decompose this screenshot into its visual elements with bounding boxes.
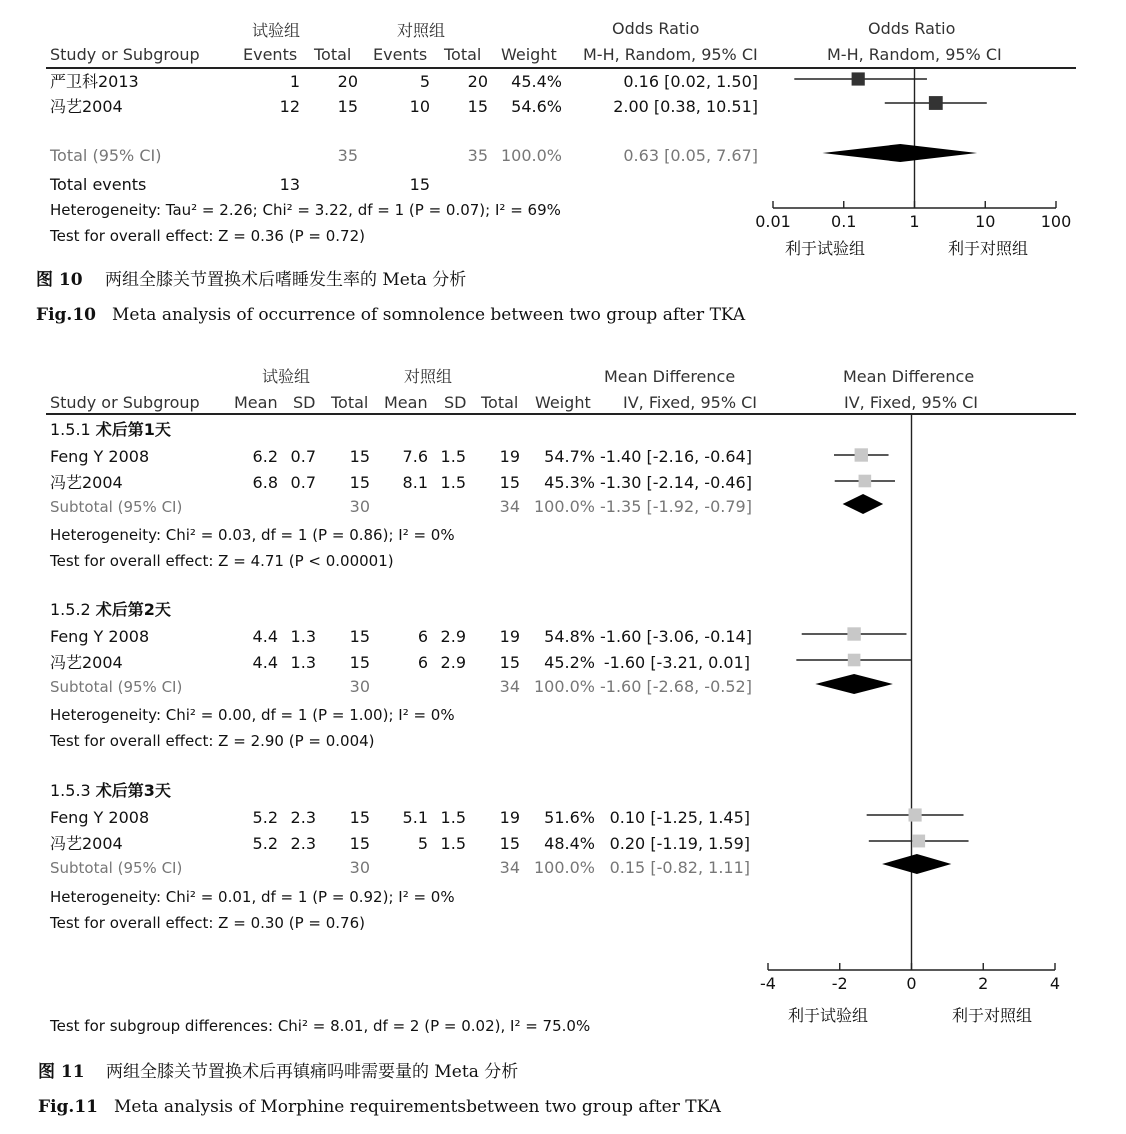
fig10-caption-en-num: Fig.10	[36, 305, 96, 325]
fig11-caption-en-num: Fig.11	[38, 1097, 98, 1117]
fig11-header-rule	[46, 413, 1076, 415]
c-events: 5	[419, 72, 430, 91]
weight: 100.0%	[533, 497, 595, 516]
fig10-plot-method: M-H, Random, 95% CI	[827, 45, 1002, 64]
weight: 54.7%	[544, 447, 595, 466]
fig10-heterogeneity: Heterogeneity: Tau² = 2.26; Chi² = 3.22, df = 1 (P = 0.07); I² = 69%	[50, 201, 561, 219]
fig11-favours-right: 利于对照组	[952, 1006, 1033, 1025]
ci-text: -1.60 [-2.68, -0.52]	[600, 677, 752, 696]
fig11-col-study: Study or Subgroup	[50, 393, 200, 412]
weight: 100.0%	[533, 858, 595, 877]
fig11-col-e-sd: SD	[293, 393, 316, 412]
subgroup-overall-effect: Test for overall effect: Z = 0.30 (P = 0.76)	[50, 914, 365, 932]
ci-text: 2.00 [0.38, 10.51]	[613, 97, 758, 116]
e-events: 1	[289, 72, 300, 91]
ci-text: 0.20 [-1.19, 1.59]	[609, 834, 750, 853]
fig11-col-c-total: Total	[481, 393, 519, 412]
subgroup-prefix: 1.5.3	[50, 781, 96, 800]
fig10-col-weight: Weight	[501, 45, 557, 64]
c-total: 34	[499, 677, 520, 696]
fig10-col-c-events: Events	[373, 45, 428, 64]
e-total: 30	[349, 677, 370, 696]
e-mean: 5.2	[252, 834, 278, 853]
fig10-study-marker	[929, 96, 943, 110]
e-sd: 0.7	[290, 447, 316, 466]
c-total: 35	[467, 146, 488, 165]
subgroup-heterogeneity: Heterogeneity: Chi² = 0.03, df = 1 (P = 0.86); I² = 0%	[50, 526, 455, 544]
fig10-col-effect-method: M-H, Random, 95% CI	[583, 45, 758, 64]
fig11-subtotal-diamond	[882, 854, 951, 874]
fig11-tick-label: -4	[760, 974, 776, 993]
fig10-pooled-diamond	[822, 144, 977, 162]
c-mean: 7.6	[402, 447, 428, 466]
c-mean: 5.1	[402, 808, 428, 827]
subgroup-prefix: 1.5.2	[50, 600, 96, 619]
fig11-col-e-total: Total	[331, 393, 369, 412]
e-events: 12	[279, 97, 300, 116]
ci-text: -1.60 [-3.21, 0.01]	[603, 653, 750, 672]
study-name: 冯艺2004	[50, 97, 123, 116]
c-sd: 1.5	[440, 808, 466, 827]
fig11-tick-label: 0	[906, 974, 917, 993]
subgroup-name: 术后第2天	[95, 600, 171, 619]
e-mean: 4.4	[252, 653, 278, 672]
fig11-col-c-mean: Mean	[384, 393, 428, 412]
fig11-col-e-mean: Mean	[234, 393, 278, 412]
e-total: 15	[337, 97, 358, 116]
ci-text: -1.30 [-2.14, -0.46]	[600, 473, 752, 492]
e-mean: 5.2	[252, 808, 278, 827]
c-sd: 1.5	[440, 473, 466, 492]
fig10-caption-cn: 两组全膝关节置换术后嗜睡发生率的 Meta 分析	[105, 270, 467, 290]
e-total: 30	[349, 497, 370, 516]
fig11-tick-label: 4	[1049, 974, 1061, 993]
fig11-study-marker	[912, 835, 925, 848]
fig11-study-marker	[909, 808, 922, 821]
fig11-col-effect-method: IV, Fixed, 95% CI	[623, 393, 758, 412]
e-sd: 2.3	[290, 808, 316, 827]
fig11-group-exp: 试验组	[262, 367, 311, 386]
fig10-caption-num: 图 10	[36, 270, 83, 290]
fig11-col-c-sd: SD	[444, 393, 467, 412]
fig11-tick-label: 2	[978, 974, 989, 993]
fig11-study-marker	[847, 627, 860, 640]
subgroup-title	[50, 782, 171, 800]
c-sd: 1.5	[440, 447, 466, 466]
fig10-col-e-events: Events	[243, 45, 298, 64]
c-mean: 6	[417, 627, 428, 646]
subgroup-name: 术后第1天	[95, 420, 171, 439]
c-mean: 8.1	[402, 473, 428, 492]
subgroup-heterogeneity: Heterogeneity: Chi² = 0.00, df = 1 (P = 1.00); I² = 0%	[50, 706, 455, 724]
total-label: Total (95% CI)	[50, 146, 162, 165]
ci-text: -1.40 [-2.16, -0.64]	[600, 447, 752, 466]
fig10-tick-label: 100	[1040, 212, 1072, 231]
study-name: Feng Y 2008	[50, 627, 150, 646]
c-total: 15	[499, 473, 520, 492]
e-events-total: 13	[279, 175, 300, 194]
e-total: 20	[337, 72, 358, 91]
fig11-plot-title: Mean Difference	[843, 367, 975, 386]
c-sd: 2.9	[440, 627, 466, 646]
c-mean: 5	[417, 834, 428, 853]
ci-text: -1.35 [-1.92, -0.79]	[600, 497, 752, 516]
weight: 45.2%	[544, 653, 595, 672]
events-label: Total events	[50, 175, 147, 194]
e-total: 15	[349, 627, 370, 646]
weight: 45.4%	[511, 72, 562, 91]
e-mean: 4.4	[252, 627, 278, 646]
fig11-caption-en: Meta analysis of Morphine requirementsbetween two group after TKA	[114, 1097, 721, 1117]
fig11-subtotal-diamond	[843, 494, 884, 514]
c-total: 19	[499, 447, 520, 466]
c-mean: 6	[417, 653, 428, 672]
fig11-col-effect-title: Mean Difference	[604, 367, 736, 386]
c-sd: 1.5	[440, 834, 466, 853]
e-total: 15	[349, 808, 370, 827]
fig10-col-study: Study or Subgroup	[50, 45, 200, 64]
e-total: 15	[349, 447, 370, 466]
e-mean: 6.2	[252, 447, 278, 466]
fig10-plot-title: Odds Ratio	[868, 19, 956, 38]
subgroup-overall-effect: Test for overall effect: Z = 2.90 (P = 0.004)	[50, 732, 375, 750]
subtotal-label: Subtotal (95% CI)	[50, 678, 183, 696]
fig10-group-exp: 试验组	[252, 21, 301, 40]
fig11-col-weight: Weight	[535, 393, 591, 412]
e-sd: 1.3	[290, 627, 316, 646]
ci-text: 0.63 [0.05, 7.67]	[623, 146, 758, 165]
subgroup-overall-effect: Test for overall effect: Z = 4.71 (P < 0.00001)	[50, 552, 394, 570]
c-total: 34	[499, 497, 520, 516]
e-total: 15	[349, 834, 370, 853]
study-name: 冯艺2004	[50, 473, 123, 492]
fig10-col-effect-title: Odds Ratio	[612, 19, 700, 38]
c-total: 19	[499, 808, 520, 827]
c-total: 34	[499, 858, 520, 877]
fig11-study-marker	[859, 475, 872, 488]
weight: 51.6%	[544, 808, 595, 827]
e-sd: 0.7	[290, 473, 316, 492]
e-sd: 1.3	[290, 653, 316, 672]
subtotal-label: Subtotal (95% CI)	[50, 859, 183, 877]
fig10-col-e-total: Total	[314, 45, 352, 64]
fig10-col-c-total: Total	[444, 45, 482, 64]
fig11-subgroup-differences: Test for subgroup differences: Chi² = 8.01, df = 2 (P = 0.02), I² = 75.0%	[50, 1017, 591, 1035]
fig11-caption-num: 图 11	[38, 1062, 85, 1082]
fig11-favours-left: 利于试验组	[788, 1006, 869, 1025]
fig10-tick-label: 1	[909, 212, 920, 231]
fig10-favours-left: 利于试验组	[785, 239, 866, 258]
study-name: 冯艺2004	[50, 653, 123, 672]
fig10-tick-label: 0.01	[755, 212, 791, 231]
subgroup-prefix: 1.5.1	[50, 420, 96, 439]
ci-text: 0.16 [0.02, 1.50]	[623, 72, 758, 91]
c-total: 20	[467, 72, 488, 91]
subgroup-title	[50, 601, 171, 619]
e-mean: 6.8	[252, 473, 278, 492]
ci-text: 0.15 [-0.82, 1.11]	[609, 858, 750, 877]
e-sd: 2.3	[290, 834, 316, 853]
c-total: 19	[499, 627, 520, 646]
e-total: 35	[337, 146, 358, 165]
weight: 45.3%	[544, 473, 595, 492]
fig10-group-ctl: 对照组	[397, 21, 446, 40]
e-total: 15	[349, 473, 370, 492]
fig11-study-marker	[855, 448, 868, 461]
e-total: 15	[349, 653, 370, 672]
fig10-study-marker	[852, 72, 865, 85]
subgroup-heterogeneity: Heterogeneity: Chi² = 0.01, df = 1 (P = 0.92); I² = 0%	[50, 888, 455, 906]
fig10-caption-en: Meta analysis of occurrence of somnolence between two group after TKA	[112, 305, 746, 325]
fig10-overall-effect: Test for overall effect: Z = 0.36 (P = 0.72)	[50, 227, 365, 245]
weight: 54.8%	[544, 627, 595, 646]
c-total: 15	[499, 653, 520, 672]
study-name: Feng Y 2008	[50, 447, 150, 466]
fig10-header-rule	[46, 67, 1076, 69]
fig11-caption-cn: 两组全膝关节置换术后再镇痛吗啡需要量的 Meta 分析	[106, 1062, 519, 1082]
fig10-favours-right: 利于对照组	[948, 239, 1029, 258]
e-total: 30	[349, 858, 370, 877]
weight: 54.6%	[511, 97, 562, 116]
fig11-plot-method: IV, Fixed, 95% CI	[844, 393, 979, 412]
c-sd: 2.9	[440, 653, 466, 672]
c-total: 15	[499, 834, 520, 853]
study-name: 冯艺2004	[50, 834, 123, 853]
c-events: 10	[409, 97, 430, 116]
subtotal-label: Subtotal (95% CI)	[50, 498, 183, 516]
fig11-study-marker	[848, 654, 861, 667]
subgroup-title	[50, 421, 171, 439]
ci-text: -1.60 [-3.06, -0.14]	[600, 627, 752, 646]
weight: 100.0%	[500, 146, 562, 165]
c-total: 15	[467, 97, 488, 116]
fig11-tick-label: -2	[831, 974, 848, 993]
c-events-total: 15	[409, 175, 430, 194]
ci-text: 0.10 [-1.25, 1.45]	[609, 808, 750, 827]
fig10-tick-label: 0.1	[831, 212, 857, 231]
weight: 48.4%	[544, 834, 595, 853]
study-name: 严卫科2013	[50, 72, 139, 91]
weight: 100.0%	[533, 677, 595, 696]
fig11-group-ctl: 对照组	[404, 367, 453, 386]
subgroup-name: 术后第3天	[95, 781, 171, 800]
fig11-subtotal-diamond	[815, 674, 892, 694]
study-name: Feng Y 2008	[50, 808, 150, 827]
fig10-tick-label: 10	[975, 212, 996, 231]
